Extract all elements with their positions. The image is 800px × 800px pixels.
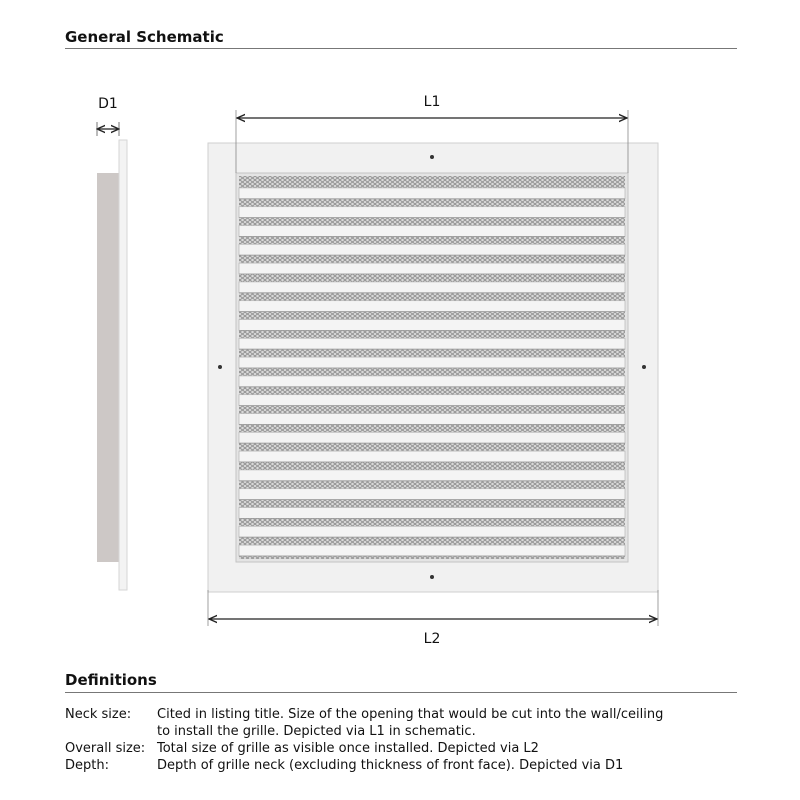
schematic-title: General Schematic <box>65 28 224 46</box>
louvre-blade <box>239 338 625 349</box>
louvre-blade <box>239 188 625 199</box>
definitions-title: Definitions <box>65 671 157 689</box>
louvre-blade <box>239 432 625 443</box>
definitions-list <box>65 706 677 774</box>
d1-label: D1 <box>98 96 118 112</box>
louvre-blade <box>239 413 625 424</box>
front-view <box>208 143 658 592</box>
l1-label: L1 <box>423 94 441 110</box>
side-view-neck <box>97 173 120 562</box>
definition-term: Depth: <box>65 758 109 773</box>
louvre-blade <box>239 489 625 500</box>
louvre-blade <box>239 470 625 481</box>
louvre-blade <box>239 357 625 368</box>
definition-term: Neck size: <box>65 707 132 722</box>
louvre-blade <box>239 263 625 274</box>
louvre-blade <box>239 319 625 330</box>
louvre-blade <box>239 395 625 406</box>
screw-hole-left <box>218 365 222 369</box>
louvre-blade <box>239 301 625 312</box>
definition-neck-size <box>65 706 677 740</box>
side-view <box>97 140 127 590</box>
screw-hole-right <box>642 365 646 369</box>
louvre-blade <box>239 545 625 556</box>
l2-label: L2 <box>423 631 441 647</box>
louvre-blade <box>239 225 625 236</box>
louvre-blade <box>239 282 625 293</box>
definition-term: Overall size: <box>65 741 146 756</box>
louvre-blade <box>239 207 625 218</box>
definition-text: Total size of grille as visible once installed. Depicted via L2 <box>157 741 539 756</box>
definition-text: Cited in listing title. Size of the opening that would be cut into the wall/ceiling to install the grille. Depicted via L1 in schematic. <box>157 707 664 739</box>
screw-hole-top <box>430 155 434 159</box>
louvre-blade <box>239 376 625 387</box>
side-view-face <box>119 140 127 590</box>
louvre-blade <box>239 526 625 537</box>
definition-text: Depth of grille neck (excluding thickness of front face). Depicted via D1 <box>157 758 624 773</box>
screw-hole-bottom <box>430 575 434 579</box>
definition-overall-size <box>65 740 677 757</box>
louvre-blade <box>239 451 625 462</box>
definition-depth <box>65 757 677 774</box>
louvre-blade <box>239 244 625 255</box>
louvre-blade <box>239 507 625 518</box>
definitions-title-rule <box>65 692 737 693</box>
